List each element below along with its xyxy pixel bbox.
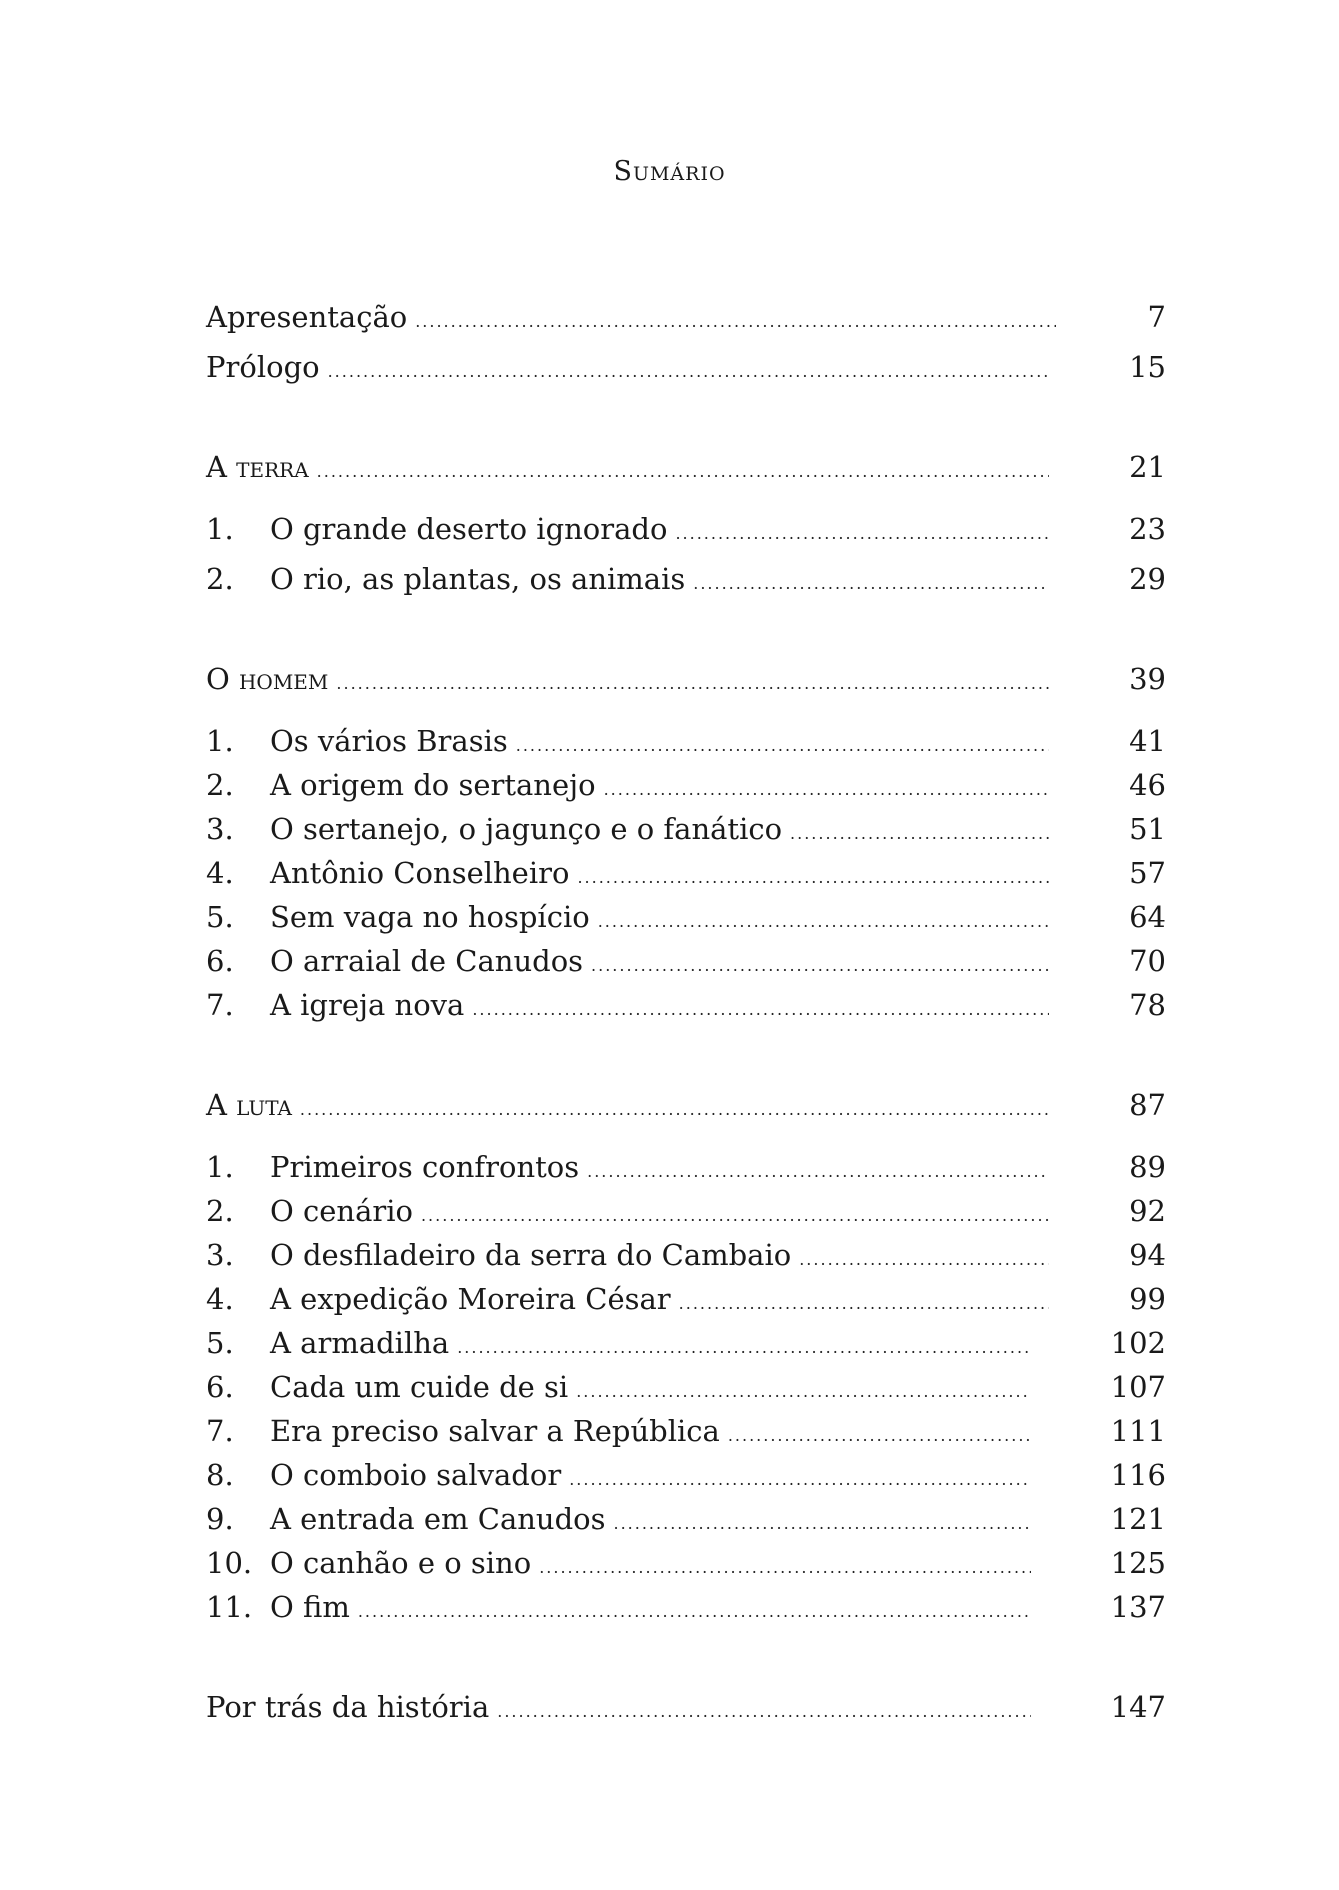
dot-leader [693,574,1049,593]
chapter-number: 7. [206,988,234,1022]
chapter-label: O grande deserto ignorado [270,512,668,546]
dot-leader [679,1294,1049,1313]
entry-page: 15 [1129,350,1166,384]
chapter-label: O canhão e o sino [270,1546,532,1580]
chapter-page: 116 [1110,1458,1166,1492]
dot-leader [614,1514,1031,1533]
chapter-number: 5. [206,900,234,934]
chapter-number: 10. [206,1546,253,1580]
chapter-page: 107 [1110,1370,1166,1404]
part-page: 39 [1129,662,1166,696]
toc-entry-back[interactable] [206,1690,1166,1734]
entry-page: 147 [1110,1690,1166,1724]
chapter-page: 121 [1110,1502,1166,1536]
chapter-number: 7. [206,1414,234,1448]
page-title: Sumário [613,156,726,187]
chapter-page: 41 [1129,724,1166,758]
chapter-number: 2. [206,1194,234,1228]
dot-leader [675,524,1049,543]
chapter-label: O desfiladeiro da serra do Cambaio [270,1238,792,1272]
chapter-label: Os vários Brasis [270,724,508,758]
toc-chapter[interactable] [206,1238,1166,1282]
toc-chapter[interactable] [206,512,1166,556]
toc-entry-front[interactable] [206,350,1166,394]
chapter-page: 23 [1129,512,1166,546]
chapter-page: 57 [1129,856,1166,890]
toc-chapter[interactable] [206,768,1166,812]
chapter-page: 78 [1129,988,1166,1022]
toc-chapter[interactable] [206,1150,1166,1194]
toc-chapter[interactable] [206,988,1166,1032]
toc-part-heading[interactable] [206,450,1166,494]
dot-leader [415,312,1056,331]
toc-part-heading[interactable] [206,662,1166,706]
dot-leader [421,1206,1049,1225]
chapter-number: 2. [206,768,234,802]
chapter-number: 6. [206,944,234,978]
toc-chapter[interactable] [206,1282,1166,1326]
dot-leader [728,1426,1031,1445]
toc-chapter[interactable] [206,1414,1166,1458]
dot-leader [497,1702,1030,1721]
toc-chapter[interactable] [206,562,1166,606]
toc-entry-front[interactable] [206,300,1166,344]
toc-chapter[interactable] [206,1326,1166,1370]
dot-leader [591,956,1049,975]
chapter-page: 70 [1129,944,1166,978]
chapter-number: 3. [206,1238,234,1272]
chapter-number: 3. [206,812,234,846]
chapter-number: 9. [206,1502,234,1536]
toc-chapter[interactable] [206,1546,1166,1590]
dot-leader [577,868,1049,887]
toc-chapter[interactable] [206,812,1166,856]
dot-leader [317,462,1049,481]
chapter-number: 6. [206,1370,234,1404]
toc-chapter[interactable] [206,1458,1166,1502]
dot-leader [516,736,1049,755]
chapter-label: A armadilha [270,1326,450,1360]
dot-leader [569,1470,1030,1489]
toc-chapter[interactable] [206,856,1166,900]
dot-leader [799,1250,1049,1269]
toc-part-heading[interactable] [206,1088,1166,1132]
dot-leader [539,1558,1030,1577]
chapter-number: 11. [206,1590,253,1624]
part-label: A luta [206,1088,292,1122]
entry-label: Prólogo [206,350,320,384]
dot-leader [457,1338,1030,1357]
chapter-label: O sertanejo, o jagunço e o fanático [270,812,783,846]
dot-leader [358,1602,1031,1621]
chapter-label: O comboio salvador [270,1458,562,1492]
chapter-number: 4. [206,856,234,890]
toc-chapter[interactable] [206,1590,1166,1634]
chapter-page: 51 [1129,812,1166,846]
dot-leader [576,1382,1030,1401]
part-page: 87 [1129,1088,1166,1122]
dot-leader [300,1100,1049,1119]
chapter-page: 125 [1110,1546,1166,1580]
chapter-page: 89 [1129,1150,1166,1184]
toc-chapter[interactable] [206,1502,1166,1546]
chapter-label: Primeiros confrontos [270,1150,580,1184]
chapter-label: O cenário [270,1194,413,1228]
toc-chapter[interactable] [206,900,1166,944]
toc-chapter[interactable] [206,1370,1166,1414]
entry-label: Apresentação [206,300,408,334]
dot-leader [790,824,1049,843]
chapter-page: 46 [1129,768,1166,802]
chapter-page: 99 [1129,1282,1166,1316]
dot-leader [336,674,1049,693]
part-label: O homem [206,662,329,696]
chapter-page: 92 [1129,1194,1166,1228]
chapter-page: 111 [1110,1414,1166,1448]
chapter-number: 5. [206,1326,234,1360]
part-page: 21 [1129,450,1166,484]
entry-page: 7 [1147,300,1166,334]
toc-chapter[interactable] [206,724,1166,768]
chapter-label: Era preciso salvar a República [270,1414,720,1448]
dot-leader [328,362,1050,381]
dot-leader [587,1162,1049,1181]
chapter-number: 1. [206,512,234,546]
entry-label: Por trás da história [206,1690,490,1724]
toc-chapter[interactable] [206,944,1166,988]
chapter-page: 137 [1110,1590,1166,1624]
toc-chapter[interactable] [206,1194,1166,1238]
chapter-label: A expedição Moreira César [270,1282,671,1316]
chapter-number: 4. [206,1282,234,1316]
chapter-number: 1. [206,724,234,758]
dot-leader [604,780,1050,799]
chapter-label: O rio, as plantas, os animais [270,562,686,596]
dot-leader [472,1000,1049,1019]
chapter-number: 1. [206,1150,234,1184]
chapter-label: O arraial de Canudos [270,944,584,978]
chapter-label: A origem do sertanejo [270,768,596,802]
chapter-label: Sem vaga no hospício [270,900,590,934]
chapter-page: 102 [1110,1326,1166,1360]
chapter-number: 2. [206,562,234,596]
chapter-label: Antônio Conselheiro [270,856,570,890]
chapter-label: Cada um cuide de si [270,1370,569,1404]
chapter-page: 29 [1129,562,1166,596]
part-label: A terra [206,450,309,484]
chapter-page: 94 [1129,1238,1166,1272]
chapter-label: A entrada em Canudos [270,1502,606,1536]
dot-leader [598,912,1049,931]
chapter-page: 64 [1129,900,1166,934]
chapter-label: O fim [270,1590,350,1624]
chapter-number: 8. [206,1458,234,1492]
chapter-label: A igreja nova [270,988,465,1022]
